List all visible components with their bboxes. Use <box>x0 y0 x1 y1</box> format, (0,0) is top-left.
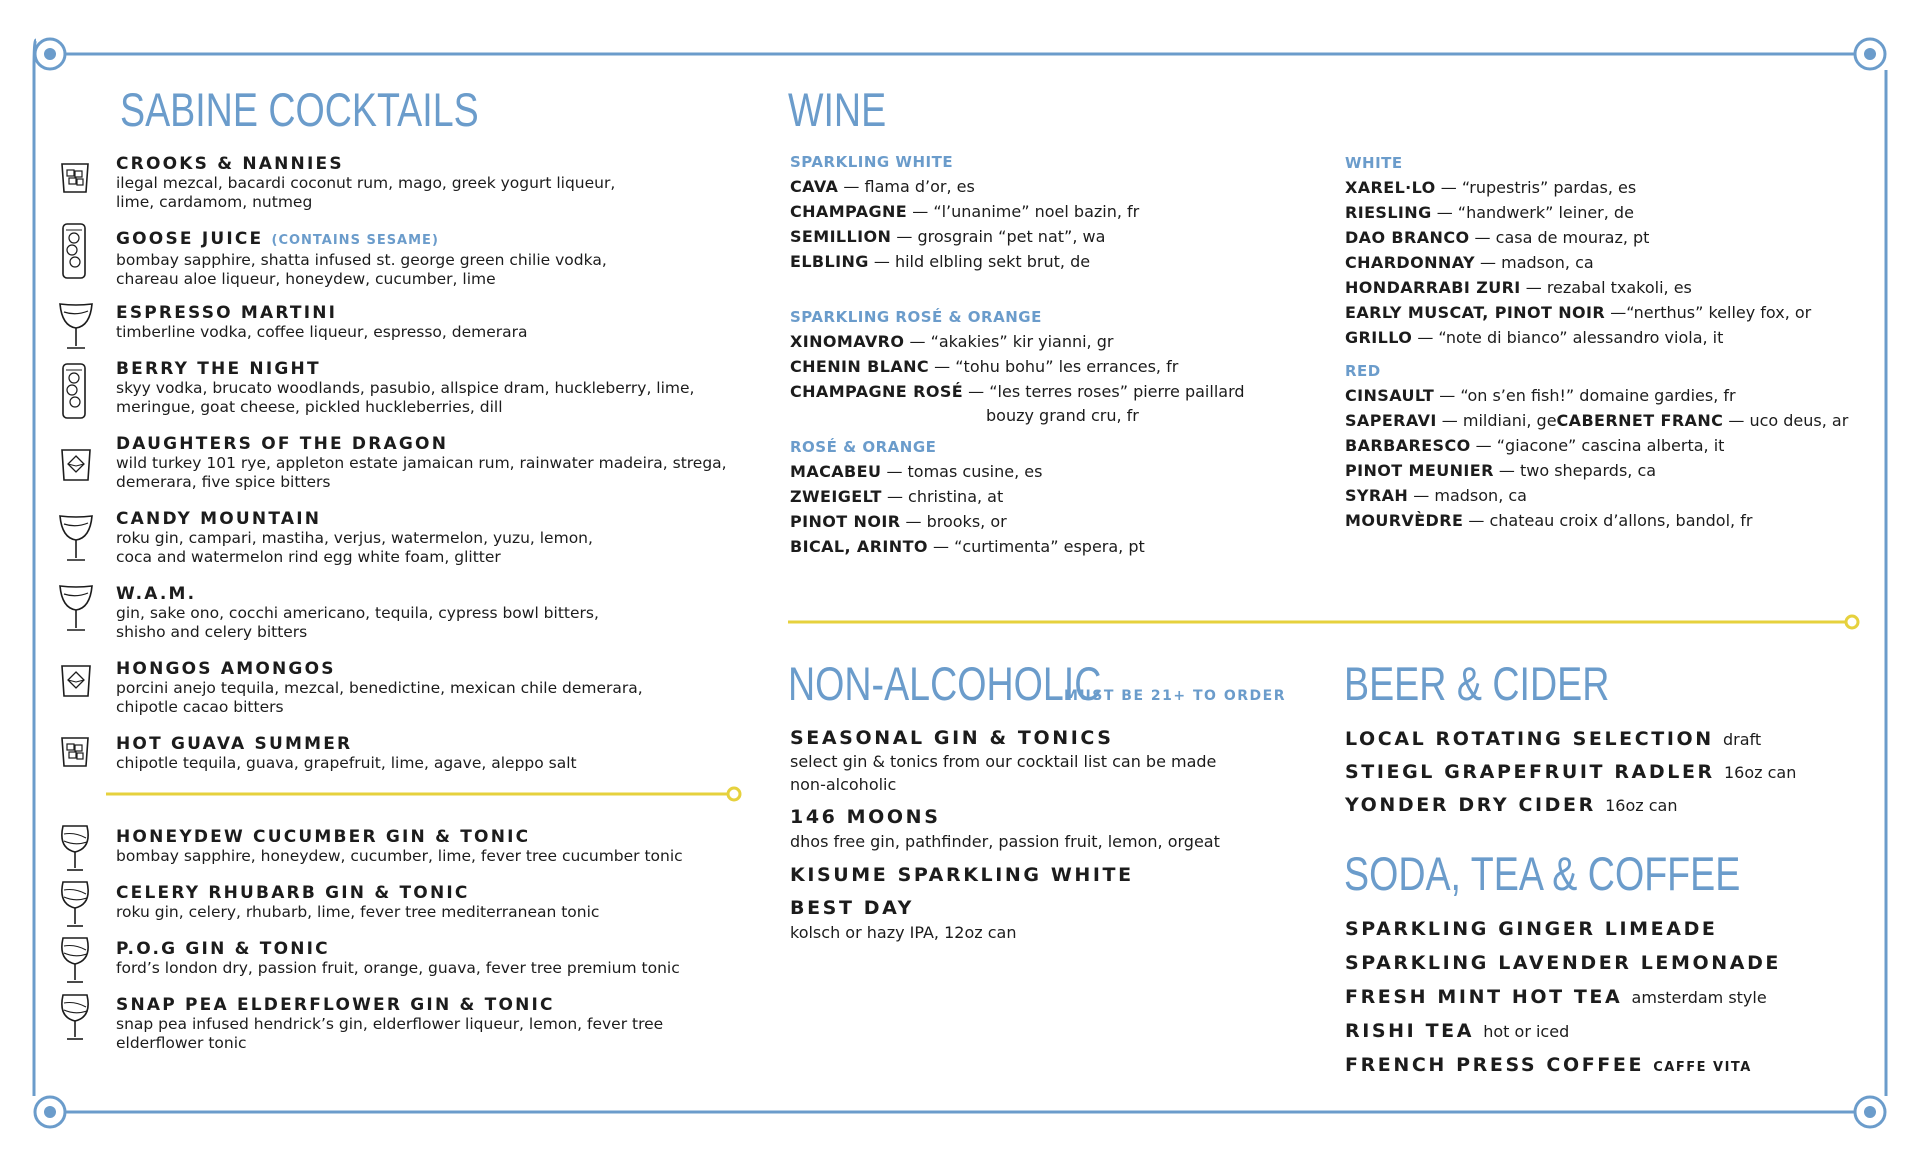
wine-item: CAVA — flama d’or, es <box>790 177 975 196</box>
beer-item <box>1345 761 1796 783</box>
rocks-glass-ice-icon <box>58 732 94 772</box>
beer-detail: draft <box>1722 730 1762 749</box>
gin-tonic-item <box>116 939 776 978</box>
wine-desc: uco deus, ar <box>1749 411 1849 430</box>
rose-orange-heading: ROSÉ & ORANGE <box>790 438 937 456</box>
wine-name: CHAMPAGNE ROSÉ <box>790 382 964 401</box>
gin-tonic-item <box>116 995 776 1053</box>
cocktail-item <box>116 303 776 342</box>
wine-desc: flama d’or, es <box>864 177 975 196</box>
soda-name: RISHI TEA <box>1345 1020 1475 1042</box>
wine-name: RIESLING <box>1345 203 1432 222</box>
wine-name: CABERNET FRANC <box>1556 411 1724 430</box>
wine-name: BICAL, ARINTO <box>790 537 928 556</box>
wine-name: CHAMPAGNE <box>790 202 908 221</box>
na-item-name: 146 MOONS <box>790 806 941 828</box>
soda-item <box>1345 918 1718 940</box>
wine-item: CHARDONNAY — madson, ca <box>1345 253 1594 272</box>
wine-desc: “note di bianco” alessandro viola, it <box>1438 328 1724 347</box>
wine-desc: casa de mouraz, pt <box>1495 228 1650 247</box>
wine-name: SEMILLION <box>790 227 892 246</box>
soda-item <box>1345 952 1781 974</box>
beer-name: STIEGL GRAPEFRUIT RADLER <box>1345 761 1715 783</box>
soda-name: SPARKLING GINGER LIMEADE <box>1345 918 1718 940</box>
cocktail-desc: skyy vodka, brucato woodlands, pasubio, allspice dram, huckleberry, lime, meringue, goat cheese, pickled huckleberries, dill <box>116 379 695 416</box>
soda-detail: CAFFE VITA <box>1653 1060 1752 1075</box>
beer-name: YONDER DRY CIDER <box>1345 794 1596 816</box>
sparkling-white-heading: SPARKLING WHITE <box>790 153 954 171</box>
wine-item: CHAMPAGNE ROSÉ — “les terres roses” pierre paillard <box>790 382 1245 401</box>
wine-name: ELBLING <box>790 252 869 271</box>
wine-item: SYRAH — madson, ca <box>1345 486 1527 505</box>
soda-name: FRENCH PRESS COFFEE <box>1345 1054 1645 1076</box>
cocktail-item <box>116 659 776 717</box>
wine-item: PINOT NOIR — brooks, or <box>790 512 1007 531</box>
na-item-desc: dhos free gin, pathfinder, passion fruit, lemon, orgeat <box>790 832 1220 851</box>
wine-name: CAVA <box>790 177 839 196</box>
cocktail-item <box>116 359 776 417</box>
wine-name: CHARDONNAY <box>1345 253 1475 272</box>
wine-item: BICAL, ARINTO — “curtimenta” espera, pt <box>790 537 1145 556</box>
wine-name: HONDARRABI ZURI <box>1345 278 1521 297</box>
balloon-glass-icon <box>58 880 94 930</box>
cocktail-name: HOT GUAVA SUMMER <box>116 734 353 754</box>
rocks-glass-cube-icon <box>58 444 94 486</box>
coupe-glass-icon <box>58 300 94 352</box>
gin-tonic-name: P.O.G GIN & TONIC <box>116 939 330 959</box>
soda-name: FRESH MINT HOT TEA <box>1345 986 1623 1008</box>
wine-desc: rezabal txakoli, es <box>1546 278 1692 297</box>
balloon-glass-icon <box>58 936 94 986</box>
wine-desc: madson, ca <box>1501 253 1594 272</box>
cocktail-item <box>116 584 776 642</box>
wine-desc: “l’unanime” noel bazin, fr <box>933 202 1140 221</box>
wine-desc: “on s’en fish!” domaine gardies, fr <box>1460 386 1736 405</box>
wine-desc: christina, at <box>908 487 1004 506</box>
wine-name: CINSAULT <box>1345 386 1435 405</box>
gin-tonic-item <box>116 883 776 922</box>
gin-tonic-name: SNAP PEA ELDERFLOWER GIN & TONIC <box>116 995 555 1015</box>
beer-name: LOCAL ROTATING SELECTION <box>1345 728 1714 750</box>
coupe-glass-icon <box>58 582 94 634</box>
cocktail-name: BERRY THE NIGHT <box>116 359 321 379</box>
balloon-glass-icon <box>58 993 94 1043</box>
sparkling-rose-heading: SPARKLING ROSÉ & ORANGE <box>790 308 1042 326</box>
soda-item <box>1345 986 1767 1008</box>
wine-desc: mildiani, ge <box>1462 411 1557 430</box>
wine-item: SEMILLION — grosgrain “pet nat”, wa <box>790 227 1106 246</box>
wine-name: DAO BRANCO <box>1345 228 1470 247</box>
wine-name: SYRAH <box>1345 486 1409 505</box>
age-requirement-note: MUST BE 21+ TO ORDER <box>1064 688 1286 704</box>
beer-detail: 16oz can <box>1723 763 1797 782</box>
na-item-name: SEASONAL GIN & TONICS <box>790 727 1114 749</box>
cocktail-desc: timberline vodka, coffee liqueur, espresso, demerara <box>116 323 528 341</box>
soda-detail: amsterdam style <box>1631 988 1767 1007</box>
wine-item: ELBLING — hild elbling sekt brut, de <box>790 252 1091 271</box>
beer-cider-title: BEER & CIDER <box>1344 657 1610 710</box>
rocks-glass-ice-icon <box>58 158 94 198</box>
wine-name: PINOT NOIR <box>790 512 901 531</box>
wine-desc: “handwerk” leiner, de <box>1457 203 1634 222</box>
wine-desc-continuation: bouzy grand cru, fr <box>986 406 1139 425</box>
gin-tonic-desc: ford’s london dry, passion fruit, orange, guava, fever tree premium tonic <box>116 959 680 977</box>
wine-name: BARBARESCO <box>1345 436 1471 455</box>
wine-item: DAO BRANCO — casa de mouraz, pt <box>1345 228 1650 247</box>
wine-desc: “giacone” cascina alberta, it <box>1496 436 1725 455</box>
cocktail-name: GOOSE JUICE <box>116 229 264 249</box>
cocktail-name: CROOKS & NANNIES <box>116 154 344 174</box>
wine-desc: tomas cusine, es <box>907 462 1043 481</box>
gin-tonic-name: HONEYDEW CUCUMBER GIN & TONIC <box>116 827 531 847</box>
wine-name: XAREL·LO <box>1345 178 1436 197</box>
na-item-desc: select gin & tonics from our cocktail list can be made non-alcoholic <box>790 752 1217 794</box>
cocktail-desc: wild turkey 101 rye, appleton estate jamaican rum, rainwater madeira, strega, demerara, five spice bitters <box>116 454 727 491</box>
gin-tonic-desc: bombay sapphire, honeydew, cucumber, lime, fever tree cucumber tonic <box>116 847 683 865</box>
wine-desc: “tohu bohu” les errances, fr <box>955 357 1179 376</box>
na-item-desc: kolsch or hazy IPA, 12oz can <box>790 923 1017 942</box>
wine-item: HONDARRABI ZURI — rezabal txakoli, es <box>1345 278 1692 297</box>
wine-desc: brooks, or <box>926 512 1007 531</box>
wine-name: SAPERAVI <box>1345 411 1437 430</box>
wine-desc: chateau croix d’allons, bandol, fr <box>1489 511 1753 530</box>
cocktail-desc: porcini anejo tequila, mezcal, benedictine, mexican chile demerara, chipotle cacao bitters <box>116 679 643 716</box>
soda-item <box>1345 1020 1569 1042</box>
wine-item: BARBARESCO — “giacone” cascina alberta, it <box>1345 436 1725 455</box>
wine-desc: two shepards, ca <box>1519 461 1657 480</box>
balloon-glass-icon <box>58 824 94 874</box>
cocktail-name: DAUGHTERS OF THE DRAGON <box>116 434 449 454</box>
wine-name: MOURVÈDRE <box>1345 511 1464 530</box>
rocks-glass-cube-icon <box>58 660 94 702</box>
gin-tonic-name: CELERY RHUBARB GIN & TONIC <box>116 883 470 903</box>
collins-glass-icon <box>58 222 92 282</box>
wine-desc: “akakies” kir yianni, gr <box>930 332 1114 351</box>
wine-item: GRILLO — “note di bianco” alessandro viola, it <box>1345 328 1724 347</box>
wine-item: PINOT MEUNIER — two shepards, ca <box>1345 461 1657 480</box>
wine-name: EARLY MUSCAT, PINOT NOIR <box>1345 303 1606 322</box>
gin-tonic-desc: roku gin, celery, rhubarb, lime, fever tree mediterranean tonic <box>116 903 600 921</box>
wine-name: CHENIN BLANC <box>790 357 930 376</box>
na-item-name: KISUME SPARKLING WHITE <box>790 864 1134 886</box>
wine-desc: “nerthus” kelley fox, or <box>1626 303 1812 322</box>
red-heading: RED <box>1345 362 1381 380</box>
wine-item: XINOMAVRO — “akakies” kir yianni, gr <box>790 332 1114 351</box>
coupe-glass-icon <box>58 512 94 564</box>
cocktails-title: SABINE COCKTAILS <box>120 83 479 136</box>
beer-detail: 16oz can <box>1605 796 1678 815</box>
cocktail-item <box>116 509 776 567</box>
cocktail-desc: roku gin, campari, mastiha, verjus, watermelon, yuzu, lemon, coca and watermelon rind egg white foam, glitter <box>116 529 593 566</box>
soda-item <box>1345 1054 1752 1076</box>
wine-desc: “curtimenta” espera, pt <box>954 537 1145 556</box>
cocktail-desc: bombay sapphire, shatta infused st. george green chilie vodka, chareau aloe liqueur, honeydew, cucumber, lime <box>116 251 607 288</box>
wine-item: MACABEU — tomas cusine, es <box>790 462 1043 481</box>
cocktail-desc: gin, sake ono, cocchi americano, tequila, cypress bowl bitters, shisho and celery bitters <box>116 604 599 641</box>
wine-item: CHAMPAGNE — “l’unanime” noel bazin, fr <box>790 202 1140 221</box>
wine-name: GRILLO <box>1345 328 1413 347</box>
wine-item: SAPERAVI — mildiani, geCABERNET FRANC — uco deus, ar <box>1345 411 1849 430</box>
wine-item: MOURVÈDRE — chateau croix d’allons, bandol, fr <box>1345 511 1753 530</box>
cocktail-desc: ilegal mezcal, bacardi coconut rum, mago, greek yogurt liqueur, lime, cardamom, nutmeg <box>116 174 616 211</box>
wine-item: XAREL·LO — “rupestris” pardas, es <box>1345 178 1637 197</box>
cocktail-item <box>116 734 776 773</box>
cocktail-name: CANDY MOUNTAIN <box>116 509 322 529</box>
soda-detail: hot or iced <box>1483 1022 1570 1041</box>
na-item-name: BEST DAY <box>790 897 914 919</box>
wine-item: CHENIN BLANC — “tohu bohu” les errances, fr <box>790 357 1179 376</box>
soda-name: SPARKLING LAVENDER LEMONADE <box>1345 952 1782 974</box>
wine-item: EARLY MUSCAT, PINOT NOIR —“nerthus” kelley fox, or <box>1345 303 1812 322</box>
wine-desc: madson, ca <box>1434 486 1527 505</box>
wine-name: ZWEIGELT <box>790 487 882 506</box>
wine-item: RIESLING — “handwerk” leiner, de <box>1345 203 1634 222</box>
cocktail-name: HONGOS AMONGOS <box>116 659 336 679</box>
wine-name: XINOMAVRO <box>790 332 905 351</box>
beer-item <box>1345 728 1761 750</box>
cocktail-desc: chipotle tequila, guava, grapefruit, lime, agave, aleppo salt <box>116 754 577 772</box>
cocktail-name: ESPRESSO MARTINI <box>116 303 338 323</box>
non-alcoholic-title: NON-ALCOHOLIC <box>788 657 1102 710</box>
cocktail-item <box>116 154 776 212</box>
soda-tea-coffee-title: SODA, TEA & COFFEE <box>1344 847 1741 900</box>
wine-title: WINE <box>788 83 887 136</box>
wine-desc: hild elbling sekt brut, de <box>894 252 1091 271</box>
white-heading: WHITE <box>1345 154 1403 172</box>
wine-desc: “les terres roses” pierre paillard <box>989 382 1245 401</box>
wine-name: PINOT MEUNIER <box>1345 461 1494 480</box>
beer-item <box>1345 794 1677 816</box>
wine-item: ZWEIGELT — christina, at <box>790 487 1004 506</box>
wine-desc: grosgrain “pet nat”, wa <box>917 227 1106 246</box>
collins-glass-icon <box>58 362 92 422</box>
gin-tonic-desc: snap pea infused hendrick’s gin, elderflower liqueur, lemon, fever tree elderflower tonic <box>116 1015 664 1052</box>
allergen-note: (CONTAINS SESAME) <box>271 233 439 248</box>
cocktail-item <box>116 229 776 289</box>
cocktail-name: W.A.M. <box>116 584 197 604</box>
wine-item: CINSAULT — “on s’en fish!” domaine gardies, fr <box>1345 386 1736 405</box>
cocktail-item <box>116 434 776 492</box>
wine-name: MACABEU <box>790 462 882 481</box>
gin-tonic-item <box>116 827 776 866</box>
wine-desc: “rupestris” pardas, es <box>1461 178 1637 197</box>
